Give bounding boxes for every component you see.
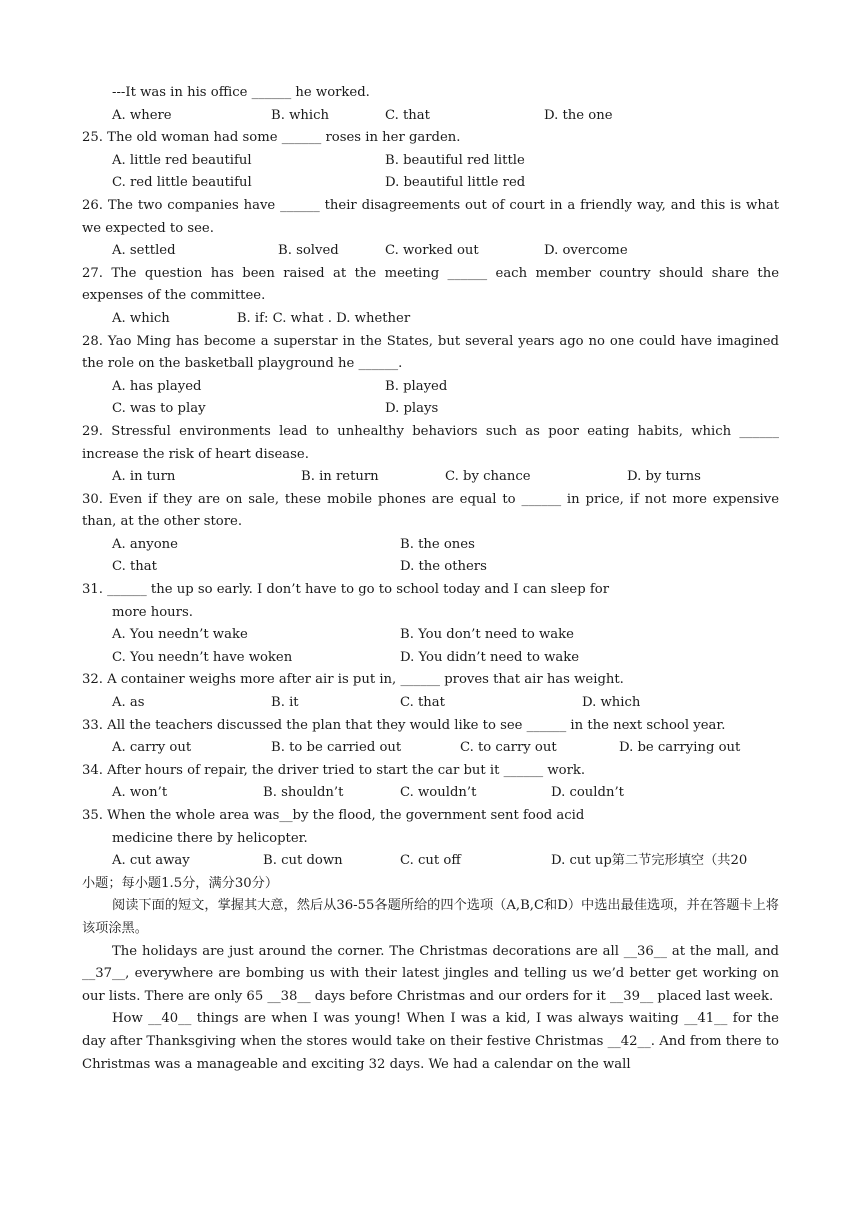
q35-options: [82, 850, 779, 873]
q27-stem: 27. The question has been raised at the meeting ______ each member country should share the expenses of the committee.: [82, 265, 779, 304]
option: B. beautiful red little: [385, 152, 525, 168]
option: C. worked out: [385, 243, 479, 259]
option: A. has played: [112, 378, 202, 394]
option: A. cut away: [112, 853, 190, 869]
q35-stem-cont: medicine there by helicopter.: [112, 830, 308, 846]
option: D. the one: [544, 107, 613, 123]
option: C. that: [400, 695, 445, 711]
option: C. that: [385, 107, 430, 123]
cloze-instructions: 阅读下面的短文，掌握其大意，然后从36-55各题所给的四个选项（A,B,C和D）中选出最佳选项，并在答题卡上将该项涂黑。: [82, 898, 779, 936]
option: C. was to play: [112, 401, 206, 417]
option: B. in return: [301, 469, 379, 485]
q28-options-row2: [82, 398, 779, 421]
option: A. settled: [112, 243, 176, 259]
option: D. be carrying out: [619, 740, 741, 756]
option: D. beautiful little red: [385, 175, 526, 191]
option: B. the ones: [400, 536, 475, 552]
option: A. little red beautiful: [112, 152, 252, 168]
option: D. overcome: [544, 243, 628, 259]
option: B. cut down: [263, 853, 343, 869]
q31-stem: 31. ______ the up so early. I don’t have to go to school today and I can sleep for: [82, 582, 609, 598]
option: C. cut off: [400, 853, 461, 869]
section-heading-cont: 小题；每小题1.5分，满分30分）: [82, 875, 279, 891]
option: D. couldn’t: [551, 785, 624, 801]
q25-options-row2: [82, 172, 779, 195]
option: D. You didn’t need to wake: [400, 649, 580, 665]
q26-options: [82, 240, 779, 263]
option: D. which: [582, 695, 641, 711]
option: A. You needn’t wake: [112, 627, 248, 643]
option: B. solved: [278, 243, 339, 259]
option: A. where: [112, 107, 172, 123]
option: A. carry out: [112, 740, 192, 756]
q33-options: [82, 737, 779, 760]
q30-options-row2: [82, 556, 779, 579]
option: C. wouldn’t: [400, 785, 477, 801]
q28-stem: 28. Yao Ming has become a superstar in the States, but several years ago no one could have imagined the role on the basketball playground he ______.: [82, 333, 779, 372]
q28-options-row1: [82, 376, 779, 399]
option: B. played: [385, 378, 448, 394]
option: C. by chance: [445, 469, 531, 485]
q31-options-row1: [82, 624, 779, 647]
option: D. by turns: [627, 469, 701, 485]
q24-tail: ---It was in his office ______ he worked.: [112, 85, 370, 100]
option: D. the others: [400, 559, 487, 575]
q25-stem: 25. The old woman had some ______ roses in her garden.: [82, 130, 461, 146]
q35-stem: 35. When the whole area was__by the flood, the government sent food acid: [82, 808, 585, 823]
cloze-paragraph-2: How __40__ things are when I was young! When I was a kid, I was always waiting __41__ for the day after Thanksgiving when the stores would take on their festive Christmas __42__. And from there to Christmas was a manageable and exciting 32 days. We had a calendar on the wall: [82, 1011, 779, 1072]
option: D. cut up第二节完形填空（共20: [551, 853, 748, 869]
option: C. that: [112, 559, 157, 575]
q30-stem: 30. Even if they are on sale, these mobile phones are equal to ______ in price, if not more expensive than, at the other store.: [82, 491, 779, 530]
q29-stem: 29. Stressful environments lead to unhealthy behaviors such as poor eating habits, which ______ increase the risk of heart disease.: [82, 423, 779, 462]
q29-options: [82, 466, 779, 489]
q34-stem: 34. After hours of repair, the driver tried to start the car but it ______ work.: [82, 762, 586, 778]
q33-stem: 33. All the teachers discussed the plan that they would like to see ______ in the next school year.: [82, 717, 726, 733]
option: C. red little beautiful: [112, 175, 252, 191]
q31-options-row2: [82, 647, 779, 670]
option: A. in turn: [112, 469, 176, 485]
option: C. You needn’t have woken: [112, 649, 293, 665]
q26-stem: 26. The two companies have ______ their disagreements out of court in a friendly way, and this is what we expected to see.: [82, 197, 779, 236]
option: A. as: [112, 695, 145, 711]
option: A. anyone: [112, 536, 178, 552]
option: B. it: [271, 695, 299, 711]
option: B. to be carried out: [271, 740, 402, 756]
cloze-paragraph-1: The holidays are just around the corner. The Christmas decorations are all __36__ at the mall, and __37__, everywhere are bombing us with their latest jingles and telling us we’d better get working on our lists. There are only 65 __38__ days before Christmas and our orders for it __39__ placed last week.: [82, 943, 779, 1004]
option: B. You don’t need to wake: [400, 627, 574, 643]
option: C. to carry out: [460, 740, 557, 756]
q32-stem: 32. A container weighs more after air is put in, ______ proves that air has weight.: [82, 672, 624, 688]
q31-stem-cont: more hours.: [112, 604, 193, 620]
q25-options-row1: [82, 150, 779, 173]
q32-options: [82, 692, 779, 715]
option: D. plays: [385, 401, 439, 417]
q24-options: [82, 105, 779, 128]
option: B. which: [271, 107, 329, 123]
q34-options: [82, 782, 779, 805]
q30-options-row1: [82, 534, 779, 557]
q27-options: A. which B. if: C. what . D. whether: [112, 310, 411, 326]
option: B. shouldn’t: [263, 785, 344, 801]
exam-page: [82, 82, 779, 1076]
option: A. won’t: [112, 785, 168, 801]
